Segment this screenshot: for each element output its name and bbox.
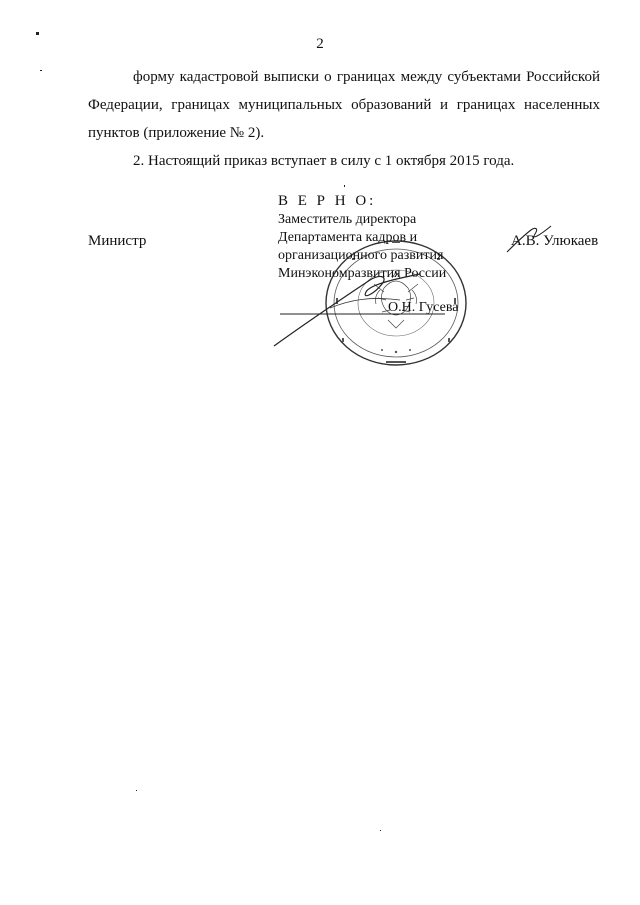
scan-speck — [136, 790, 137, 791]
minister-name: А.В. Улюкаев — [511, 233, 599, 249]
paragraph-2: 2. Настоящий приказ вступает в силу с 1 октября 2015 года. — [133, 153, 515, 169]
handwritten-signature-icon — [270, 270, 460, 350]
paragraph-1-line-1: форму кадастровой выписки о границах между субъектами Российской — [133, 69, 600, 85]
page-number: 2 — [316, 36, 324, 52]
verified-position-line-1: Заместитель директора — [278, 212, 417, 227]
verified-position-line-2: Департамента кадров и — [278, 230, 418, 245]
verified-heading: В Е Р Н О: — [278, 193, 377, 209]
paragraph-1-line-3: пунктов (приложение № 2). — [88, 125, 265, 141]
minister-title: Министр — [88, 233, 147, 249]
scan-speck — [36, 32, 39, 35]
verified-signer-name: О.Н. Гусева — [388, 300, 459, 315]
scan-speck — [344, 185, 345, 187]
paragraph-1-line-2: Федерации, границах муниципальных образований и границах населенных — [88, 97, 600, 113]
scan-speck — [380, 830, 381, 831]
minister-signature-icon — [505, 224, 555, 254]
scan-speck — [40, 70, 42, 71]
verified-position-line-3: организационного развития — [278, 248, 444, 263]
order-body — [88, 63, 600, 175]
verified-position-line-4: Минэкономразвития России — [278, 266, 447, 281]
